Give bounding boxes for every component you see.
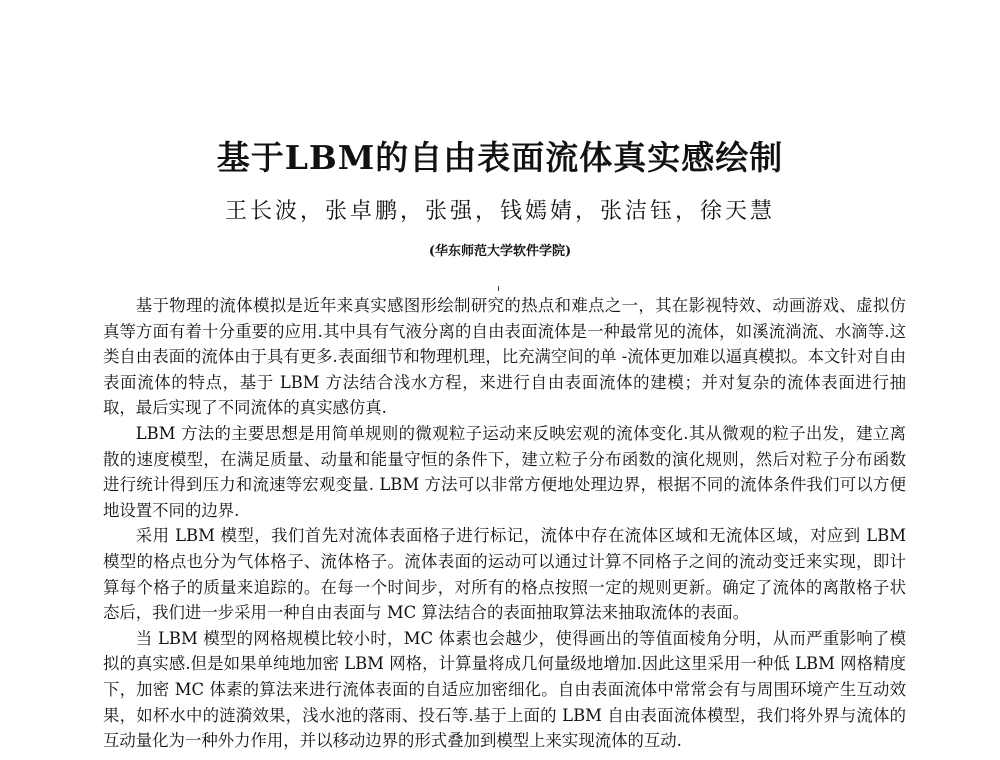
- abstract-body: [103, 293, 906, 754]
- paragraph-3: 采用 LBM 模型，我们首先对流体表面格子进行标记，流体中存在流体区域和无流体区域，对应到 LBM 模型的格点也分为气体格子、流体格子。流体表面的运动可以通过计算不同格子之间的流动变迁来实现，即计算每个格子的质量来追踪的。在每一个时间步，对所有的格点按照一定的规则更新。确定了流体的离散格子状态后，我们进一步采用一种自由表面与 MC 算法结合的表面抽取算法来抽取流体的表面。: [103, 526, 906, 623]
- paragraph-2: LBM 方法的主要思想是用简单规则的微观粒子运动来反映宏观的流体变化.其从微观的粒子出发，建立离散的速度模型，在满足质量、动量和能量守恒的条件下，建立粒子分布函数的演化规则，然后对粒子分布函数进行统计得到压力和流速等宏观变量. LBM 方法可以非常方便地处理边界，根据不同的流体条件我们可以方便地设置不同的边界.: [103, 423, 906, 520]
- scan-speck: [498, 286, 499, 291]
- affiliation: (华东师范大学软件学院): [428, 244, 572, 259]
- paragraph-1: 基于物理的流体模拟是近年来真实感图形绘制研究的热点和难点之一，其在影视特效、动画游戏、虚拟仿真等方面有着十分重要的应用.其中具有气液分离的自由表面流体是一种最常见的流体，如溪流淌流、水滴等.这类自由表面的流体由于具有更多.表面细节和物理机理，比充满空间的单 -流体更加难以逼真模拟。本文针对自由表面流体的特点，基于 LBM 方法结合浅水方程，来进行自由表面流体的建模；并对复杂的流体表面进行抽取，最后实现了不同流体的真实感仿真.: [103, 296, 906, 418]
- author-list: 王长波，张卓鹏，张强，钱嫣婧，张洁钰，徐天慧: [224, 199, 775, 224]
- paragraph-4: 当 LBM 模型的网格规模比较小时，MC 体素也会越少，使得画出的等值面棱角分明，从而严重影响了模拟的真实感.但是如果单纯地加密 LBM 网格，计算量将成几何量级地增加.因此这里采用一种低 LBM 网格精度下，加密 MC 体素的算法来进行流体表面的自适应加密细化。自由表面流体中常常会有与周围环境产生互动效果，如杯水中的涟漪效果，浅水池的落雨、投石等.基于上面的 LBM 自由表面流体模型，我们将外界与流体的互动量化为一种外力作用，并以移动边界的形式叠加到模型上来实现流体的互动.: [103, 628, 906, 751]
- paper-title: 基于LBM的自由表面流体真实感绘制: [216, 138, 784, 177]
